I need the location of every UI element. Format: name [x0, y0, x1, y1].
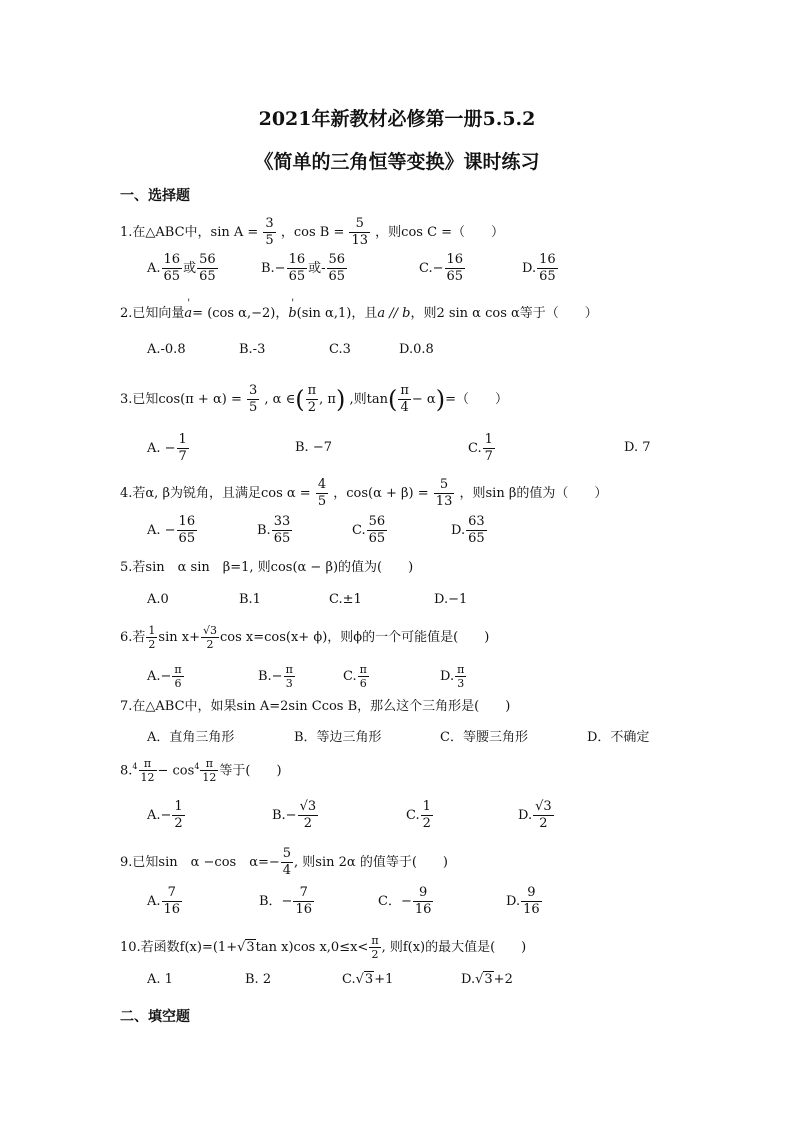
question-5: 5.若sin α sin β=1, 则cos(α − β)的值为( ) [120, 560, 414, 575]
option-a: A.− $\frac{\pi}{6}$ [147, 663, 182, 690]
doc-title-line2: 《简单的三角恒等变换》课时练习 [254, 151, 540, 173]
question-7: 7.在△ABC中，如果sin A=2sin Ccos B，那么这个三角形是( ) [120, 699, 511, 714]
option-c: C．等腰三角形 [440, 730, 528, 745]
fraction: $\frac{3}{5}$ [265, 216, 274, 248]
option-d: D. $\frac{16}{65}$ [522, 252, 556, 284]
question-6: 6.若 $\frac{1}{2}$ sin x+ $\frac{√3}{2}$ cos x=cos(x+ ϕ)，则ϕ的一个可能值是( ) [120, 624, 490, 651]
option-a: A. − $\frac{16}{65}$ [147, 514, 196, 546]
option-d: D. $\frac{√3}{2}$ [518, 799, 552, 831]
question-3: 3.已知cos(π + α) = $\frac{3}{5}$ , α ∈( $\frac{\pi}{2}$ , π) ,则tan( $\frac{\pi}{4}$ − α)=（ ） [120, 383, 508, 415]
option-b: B.1 [239, 592, 261, 607]
option-d: D. $\frac{9}{16}$ [506, 885, 540, 917]
option-d: D.0.8 [399, 342, 434, 357]
option-c: C. $\frac{1}{7}$ [468, 432, 493, 464]
option-d: D. $\frac{\pi}{3}$ [440, 663, 465, 690]
option-c: C. $\frac{1}{2}$ [406, 799, 431, 831]
option-a: A.-0.8 [147, 342, 186, 357]
option-b: B.− $\frac{√3}{2}$ [272, 799, 317, 831]
option-c: C. $\frac{56}{65}$ [352, 514, 386, 546]
option-c: C.− $\frac{16}{65}$ [419, 252, 464, 284]
question-10: 10.若函数f(x)=(1+√3tan x)cos x,0≤x< $\frac{\pi}{2}$ , 则f(x)的最大值是( ) [120, 934, 527, 961]
doc-title-line1: 2021年新教材必修第一册5.5.2 [258, 108, 536, 130]
option-b: B.− $\frac{\pi}{3}$ [258, 663, 293, 690]
question-2: 2.已知向量' a= (cos α,−2)，' b(sin α,1)，且a // b，则2 sin α cos α等于（ ） [120, 304, 598, 324]
option-a: A.0 [147, 592, 169, 607]
question-4: 4.若α, β为锐角，且满足cos α = $\frac{4}{5}$ ，cos(α + β) = $\frac{5}{13}$ ，则sin β的值为（ ） [120, 477, 608, 509]
option-d: D.√3+2 [461, 972, 513, 987]
section-fill: 二、填空题 [120, 1009, 190, 1025]
option-a: A.− $\frac{1}{2}$ [147, 799, 183, 831]
option-d: D. $\frac{63}{65}$ [451, 514, 485, 546]
option-b: B.− $\frac{16}{65}$ 或- $\frac{56}{65}$ [261, 252, 346, 284]
option-b: B．等边三角形 [294, 730, 382, 745]
option-c: C.√3+1 [342, 972, 394, 987]
option-a: A. $\frac{7}{16}$ [147, 885, 181, 917]
option-b: B. $\frac{33}{65}$ [257, 514, 291, 546]
question-9: 9.已知sin α −cos α=− $\frac{5}{4}$ , 则sin 2α 的值等于( ) [120, 846, 448, 878]
option-a: A. 1 [147, 972, 173, 987]
option-c: C. $\frac{\pi}{6}$ [343, 663, 367, 690]
option-c: C.±1 [329, 592, 362, 607]
section-choice: 一、选择题 [120, 188, 190, 204]
option-c: C．− $\frac{9}{16}$ [378, 885, 432, 917]
option-b: B. 2 [245, 972, 272, 987]
option-b: B.-3 [239, 342, 266, 357]
question-1: 1.在△ABC中，sin A = $\frac{3}{5}$ ，cos B = $\frac{5}{13}$ ，则cos C =（ ） [120, 216, 505, 248]
option-d: D.−1 [434, 592, 468, 607]
option-d: D．不确定 [587, 730, 650, 745]
question-8: 8.$^4$ $\frac{\pi}{12}$ − $\cos^4$ $\frac{\pi}{12}$ 等于( ) [120, 757, 282, 785]
option-a: A. $\frac{16}{65}$ 或 $\frac{56}{65}$ [147, 252, 216, 284]
option-c: C.3 [329, 342, 351, 357]
option-a: A．直角三角形 [147, 730, 235, 745]
option-b: B．− $\frac{7}{16}$ [259, 885, 312, 917]
option-a: A. − $\frac{1}{7}$ [147, 432, 187, 464]
fraction: $\frac{5}{13}$ [351, 216, 369, 248]
option-d: D. 7 [624, 440, 651, 455]
option-b: B. −7 [295, 440, 332, 455]
